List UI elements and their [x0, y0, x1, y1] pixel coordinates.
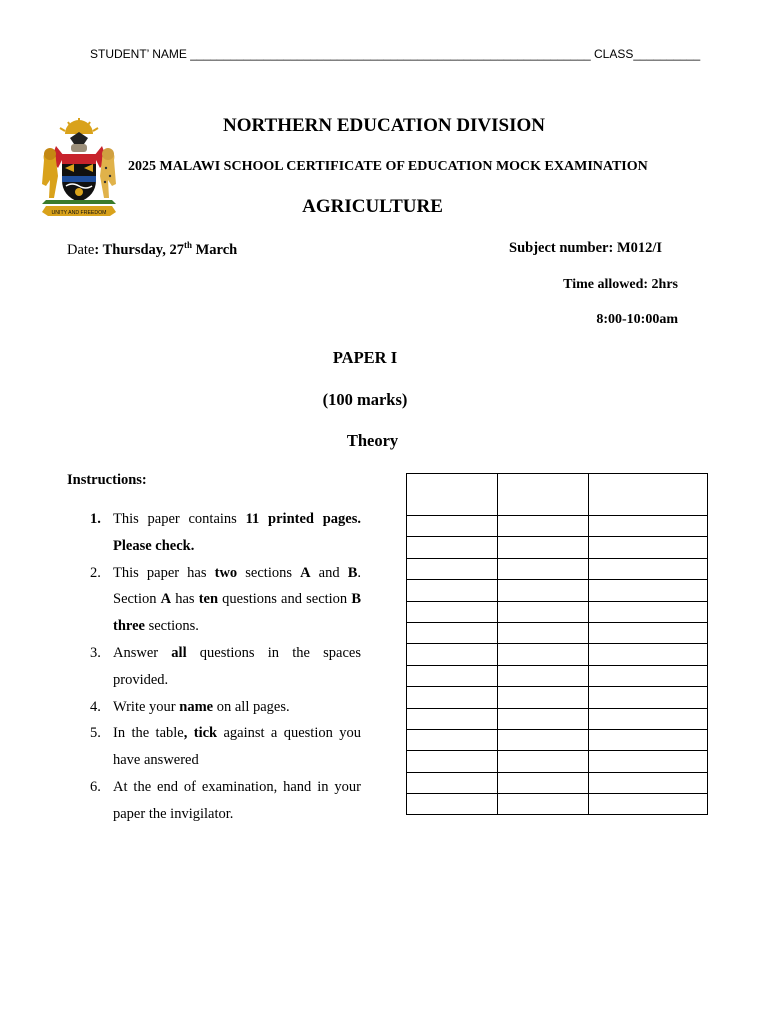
instruction-number: 3.	[90, 644, 101, 661]
table-row	[407, 644, 708, 665]
instructions-list	[86, 506, 361, 828]
table-cell[interactable]	[498, 772, 589, 793]
instruction-text: sections.	[144, 618, 199, 635]
division-title: NORTHERN EDUCATION DIVISION	[222, 115, 546, 136]
table-row	[407, 665, 708, 686]
table-cell[interactable]	[407, 794, 498, 815]
table-row	[407, 708, 708, 729]
table-row	[407, 516, 708, 537]
instruction-text: two	[214, 564, 238, 581]
instruction-text: At the end of examination, hand in your paper the invigilator.	[113, 778, 361, 822]
table-row	[407, 537, 708, 558]
table-cell[interactable]	[589, 537, 708, 558]
instruction-text: sections	[237, 564, 301, 581]
table-cell[interactable]	[589, 474, 708, 516]
question-tick-table	[406, 473, 708, 815]
table-cell[interactable]	[589, 516, 708, 537]
exam-title: 2025 MALAWI SCHOOL CERTIFICATE OF EDUCATION MOCK EXAMINATION	[128, 159, 648, 174]
instructions-heading: Instructions:	[67, 472, 147, 488]
table-row	[407, 794, 708, 815]
table-cell[interactable]	[589, 558, 708, 579]
table-cell[interactable]	[407, 772, 498, 793]
table-row	[407, 580, 708, 601]
instruction-text: In the table	[113, 725, 184, 742]
instruction-text: B three	[113, 591, 361, 635]
instruction-item	[86, 506, 361, 560]
instruction-text: has	[171, 591, 199, 608]
instruction-item	[86, 560, 361, 640]
instruction-text: all	[171, 644, 187, 661]
instruction-text: Write your	[113, 698, 180, 715]
instruction-text: . Section	[113, 564, 362, 608]
table-header-row	[407, 474, 708, 516]
instruction-item	[86, 720, 361, 774]
table-cell[interactable]	[407, 729, 498, 750]
subject-number: Subject number: M012/I	[509, 240, 663, 256]
table-cell[interactable]	[589, 644, 708, 665]
table-cell[interactable]	[589, 687, 708, 708]
table-row	[407, 751, 708, 772]
instruction-text: name	[179, 698, 214, 715]
shield-icon	[62, 154, 96, 202]
subject-title: AGRICULTURE	[302, 196, 443, 217]
table-cell[interactable]	[407, 537, 498, 558]
paper-marks: (100 marks)	[322, 390, 408, 409]
table-cell[interactable]	[498, 665, 589, 686]
instruction-text: questions in the spaces provided.	[113, 644, 361, 688]
table-cell[interactable]	[589, 665, 708, 686]
instruction-text: questions and section	[218, 591, 352, 608]
instruction-number: 5.	[90, 725, 101, 742]
table-cell[interactable]	[589, 729, 708, 750]
time-range: 8:00-10:00am	[596, 312, 678, 327]
exam-date	[67, 240, 237, 259]
table-cell[interactable]	[589, 580, 708, 601]
table-cell[interactable]	[498, 537, 589, 558]
table-cell[interactable]	[498, 558, 589, 579]
instruction-number: 6.	[90, 778, 101, 795]
table-cell[interactable]	[498, 751, 589, 772]
date-month: March	[192, 241, 238, 258]
table-cell[interactable]	[407, 622, 498, 643]
instruction-text: This paper contains	[113, 511, 246, 527]
class-blank[interactable]: __________	[633, 47, 701, 61]
paper-name: PAPER I	[332, 348, 398, 367]
table-cell[interactable]	[498, 601, 589, 622]
instruction-number: 1.	[90, 511, 101, 527]
instruction-item	[86, 694, 361, 721]
instruction-text: B	[347, 564, 358, 581]
instruction-item	[86, 640, 361, 694]
table-cell[interactable]	[589, 751, 708, 772]
table-cell[interactable]	[498, 644, 589, 665]
table-cell[interactable]	[407, 474, 498, 516]
instruction-text: Answer	[113, 644, 172, 661]
student-name-label: STUDENT’ NAME	[90, 47, 187, 61]
instruction-number: 4.	[90, 698, 101, 715]
table-row	[407, 558, 708, 579]
table-cell[interactable]	[407, 580, 498, 601]
table-cell[interactable]	[407, 665, 498, 686]
instruction-text: A	[160, 591, 172, 608]
table-cell[interactable]	[498, 729, 589, 750]
date-label: Date	[67, 241, 95, 258]
leopard-icon	[100, 148, 116, 198]
instruction-text: , tick	[183, 725, 218, 742]
table-row	[407, 622, 708, 643]
instruction-text: This paper has	[113, 564, 215, 581]
table-cell[interactable]	[498, 794, 589, 815]
paper-type: Theory	[346, 431, 399, 450]
table-cell[interactable]	[589, 622, 708, 643]
table-cell[interactable]	[498, 708, 589, 729]
table-cell[interactable]	[589, 794, 708, 815]
instruction-item	[86, 774, 361, 828]
table-cell[interactable]	[407, 644, 498, 665]
student-name-blank[interactable]: ____________________________________________________________	[190, 47, 591, 61]
table-cell[interactable]	[498, 474, 589, 516]
table-cell[interactable]	[589, 708, 708, 729]
table-cell[interactable]	[498, 516, 589, 537]
table-cell[interactable]	[407, 516, 498, 537]
table-row	[407, 601, 708, 622]
instruction-text: against a question you have answered	[113, 725, 361, 769]
table-cell[interactable]	[498, 622, 589, 643]
table-cell[interactable]	[407, 558, 498, 579]
time-allowed: Time allowed: 2hrs	[563, 277, 678, 292]
table-row	[407, 772, 708, 793]
student-name-line	[90, 47, 700, 61]
instruction-text: 11 printed pages. Please check.	[113, 511, 362, 554]
table-cell[interactable]	[407, 687, 498, 708]
table-cell[interactable]	[589, 601, 708, 622]
lion-icon	[42, 148, 58, 198]
instruction-text: on all pages.	[213, 698, 290, 715]
instruction-number: 2.	[90, 564, 101, 581]
instruction-text: ten	[198, 591, 219, 608]
date-suffix: th	[183, 240, 192, 250]
table-cell[interactable]	[407, 751, 498, 772]
table-cell[interactable]	[498, 580, 589, 601]
table-cell[interactable]	[498, 687, 589, 708]
date-colon: :	[94, 241, 103, 258]
table-cell[interactable]	[407, 708, 498, 729]
instruction-text: A	[300, 564, 311, 581]
crest-motto: UNITY AND FREEDOM	[51, 210, 107, 216]
table-cell[interactable]	[407, 601, 498, 622]
class-label: CLASS	[594, 47, 634, 61]
table-cell[interactable]	[589, 772, 708, 793]
table-row	[407, 729, 708, 750]
date-day: Thursday, 27	[102, 241, 184, 258]
instruction-text: and	[310, 564, 348, 581]
table-row	[407, 687, 708, 708]
